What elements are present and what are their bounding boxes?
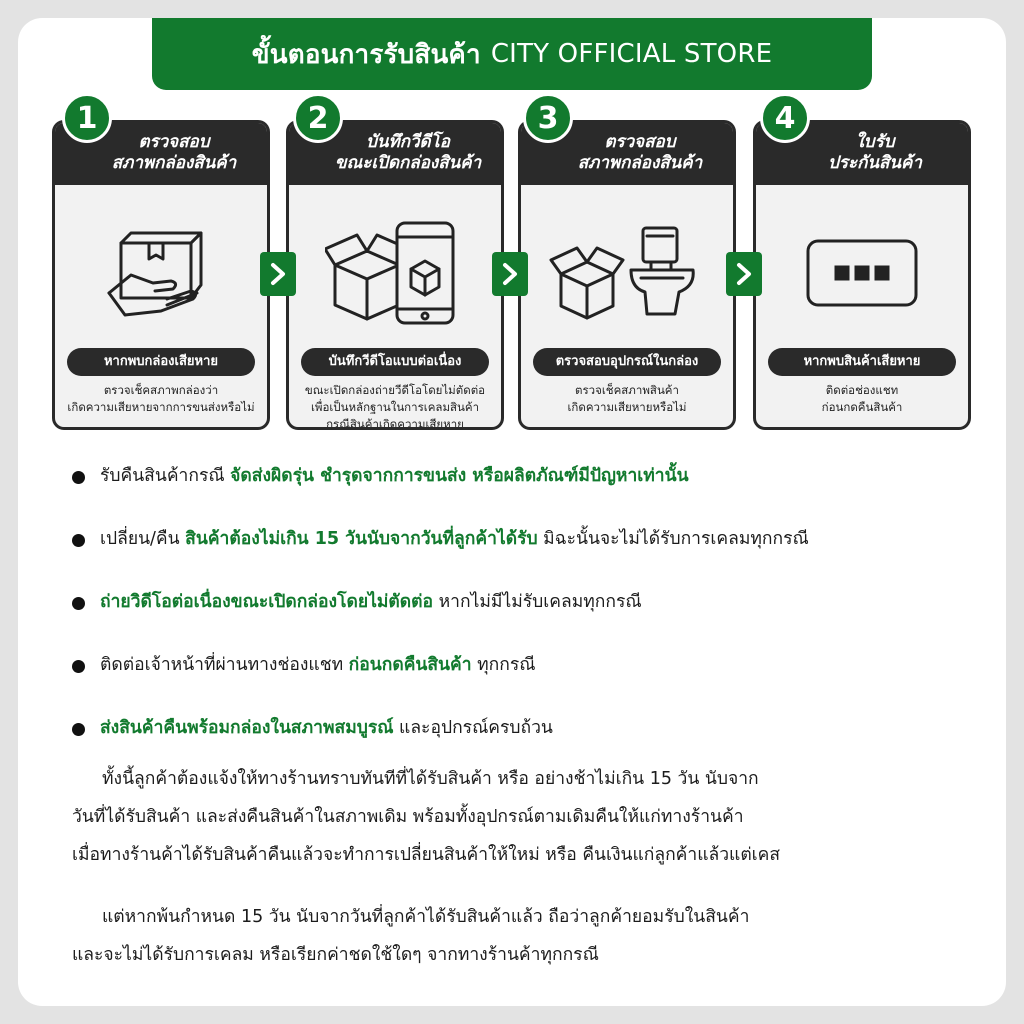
step-2-title-line2: ขณะเปิดกล่องสินค้า	[334, 153, 482, 173]
notice-paragraph-2	[72, 898, 972, 974]
arrow-right-icon	[260, 252, 296, 296]
damaged-box-hand-icon	[55, 203, 267, 343]
notice-line: และจะไม่ได้รับการเคลม หรือเรียกค่าชดใช้ใดๆ จากทางร้านค้าทุกกรณี	[72, 945, 599, 965]
arrow-right-icon	[726, 252, 762, 296]
step-1-description	[63, 382, 259, 416]
condition-item	[72, 523, 992, 556]
step-2-desc-line1: ขณะเปิดกล่องถ่ายวีดีโอโดยไม่ตัดต่อ	[304, 383, 486, 397]
step-1-title-line2: สภาพกล่องสินค้า	[111, 153, 237, 173]
notice-line: แต่หากพ้นกำหนด 15 วัน นับจากวันที่ลูกค้าได้รับสินค้าแล้ว ถือว่าลูกค้ายอมรับในสินค้า	[102, 907, 750, 927]
bullet-dot-icon	[72, 471, 85, 484]
condition-highlight: ถ่ายวิดีโอต่อเนื่องขณะเปิดกล่องโดยไม่ตัดต่อ	[100, 592, 434, 612]
step-4-desc-line2: ก่อนกดคืนสินค้า	[821, 400, 903, 414]
step-4-desc-line1: ติดต่อช่องแชท	[825, 383, 899, 397]
condition-item	[72, 586, 992, 619]
step-4-description	[764, 382, 960, 416]
page-header	[152, 18, 872, 90]
condition-text: ติดต่อเจ้าหน้าที่ผ่านทางช่องแชท	[100, 655, 349, 675]
condition-text: และอุปกรณ์ครบถ้วน	[393, 718, 553, 738]
notice-paragraph-1	[72, 760, 972, 874]
step-3-title-line1: ตรวจสอบ	[604, 132, 676, 152]
step-1-desc-line1: ตรวจเช็คสภาพกล่องว่า	[103, 383, 219, 397]
condition-text: รับคืนสินค้ากรณี	[100, 466, 231, 486]
step-2-number: 2	[293, 93, 343, 143]
bullet-dot-icon	[72, 723, 85, 736]
page-title-en: CITY OFFICIAL STORE	[490, 39, 773, 69]
step-3-pill: ตรวจสอบอุปกรณ์ในกล่อง	[533, 348, 721, 376]
condition-item	[72, 649, 992, 682]
step-2-desc-line2: เพื่อเป็นหลักฐานในการเคลมสินค้า	[310, 400, 480, 414]
bullet-dot-icon	[72, 597, 85, 610]
condition-text: มิฉะนั้นจะไม่ได้รับการเคลมทุกกรณี	[537, 529, 809, 549]
notice-line: วันที่ได้รับสินค้า และส่งคืนสินค้าในสภาพเดิม พร้อมทั้งอุปกรณ์ตามเดิมคืนให้แก่ทางร้านค้า	[72, 807, 744, 827]
conditions-list	[72, 460, 992, 775]
condition-highlight: ก่อนกดคืนสินค้า	[348, 655, 472, 675]
condition-highlight: สินค้าต้องไม่เกิน 15 วันนับจากวันที่ลูกค้าได้รับ	[185, 529, 538, 549]
step-3-title-line2: สภาพกล่องสินค้า	[577, 153, 703, 173]
condition-item	[72, 460, 992, 493]
bullet-dot-icon	[72, 534, 85, 547]
step-4-number: 4	[760, 93, 810, 143]
step-2-title-line1: บันทึกวีดีโอ	[366, 132, 450, 152]
notice-line: เมื่อทางร้านค้าได้รับสินค้าคืนแล้วจะทำการเปลี่ยนสินค้าให้ใหม่ หรือ คืนเงินแก่ลูกค้าแล้วแต่เคส	[72, 845, 781, 865]
step-4-title-line1: ใบรับ	[855, 132, 895, 152]
condition-text: หากไม่มีไม่รับเคลมทุกกรณี	[433, 592, 642, 612]
step-3-desc-line2: เกิดความเสียหายหรือไม่	[567, 400, 687, 414]
arrow-right-icon	[492, 252, 528, 296]
box-toilet-icon	[521, 203, 733, 343]
page-title-th: ขั้นตอนการรับสินค้า	[251, 39, 481, 70]
condition-highlight: ส่งสินค้าคืนพร้อมกล่องในสภาพสมบูรณ์	[100, 718, 394, 738]
step-1-desc-line2: เกิดความเสียหายจากการขนส่งหรือไม่	[67, 400, 255, 414]
condition-text: ทุกกรณี	[471, 655, 536, 675]
condition-text: เปลี่ยน/คืน	[100, 529, 186, 549]
step-3-card	[518, 120, 736, 430]
step-3-description	[529, 382, 725, 416]
step-1-title-line1: ตรวจสอบ	[138, 132, 210, 152]
notice-line: ทั้งนี้ลูกค้าต้องแจ้งให้ทางร้านทราบทันทีที่ได้รับสินค้า หรือ อย่างช้าไม่เกิน 15 วัน นับจาก	[102, 769, 759, 789]
step-3-number: 3	[523, 93, 573, 143]
step-4-title-line2: ประกันสินค้า	[828, 153, 922, 173]
step-1-card	[52, 120, 270, 430]
step-4-pill: หากพบสินค้าเสียหาย	[768, 348, 956, 376]
step-1-pill: หากพบกล่องเสียหาย	[67, 348, 255, 376]
bullet-dot-icon	[72, 660, 85, 673]
chat-dots-icon	[756, 203, 968, 343]
step-4-card	[753, 120, 971, 430]
step-2-desc-line3: กรณีสินค้าเกิดความเสียหาย	[326, 417, 464, 430]
condition-highlight: จัดส่งผิดรุ่น ชำรุดจากการขนส่ง หรือผลิตภัณฑ์มีปัญหาเท่านั้น	[230, 466, 689, 486]
step-1-number: 1	[62, 93, 112, 143]
box-phone-record-icon	[289, 203, 501, 343]
condition-item	[72, 712, 992, 745]
step-2-card	[286, 120, 504, 430]
step-3-desc-line1: ตรวจเช็คสภาพสินค้า	[575, 383, 679, 397]
step-2-description	[297, 382, 493, 430]
step-2-pill: บันทึกวีดีโอแบบต่อเนื่อง	[301, 348, 489, 376]
